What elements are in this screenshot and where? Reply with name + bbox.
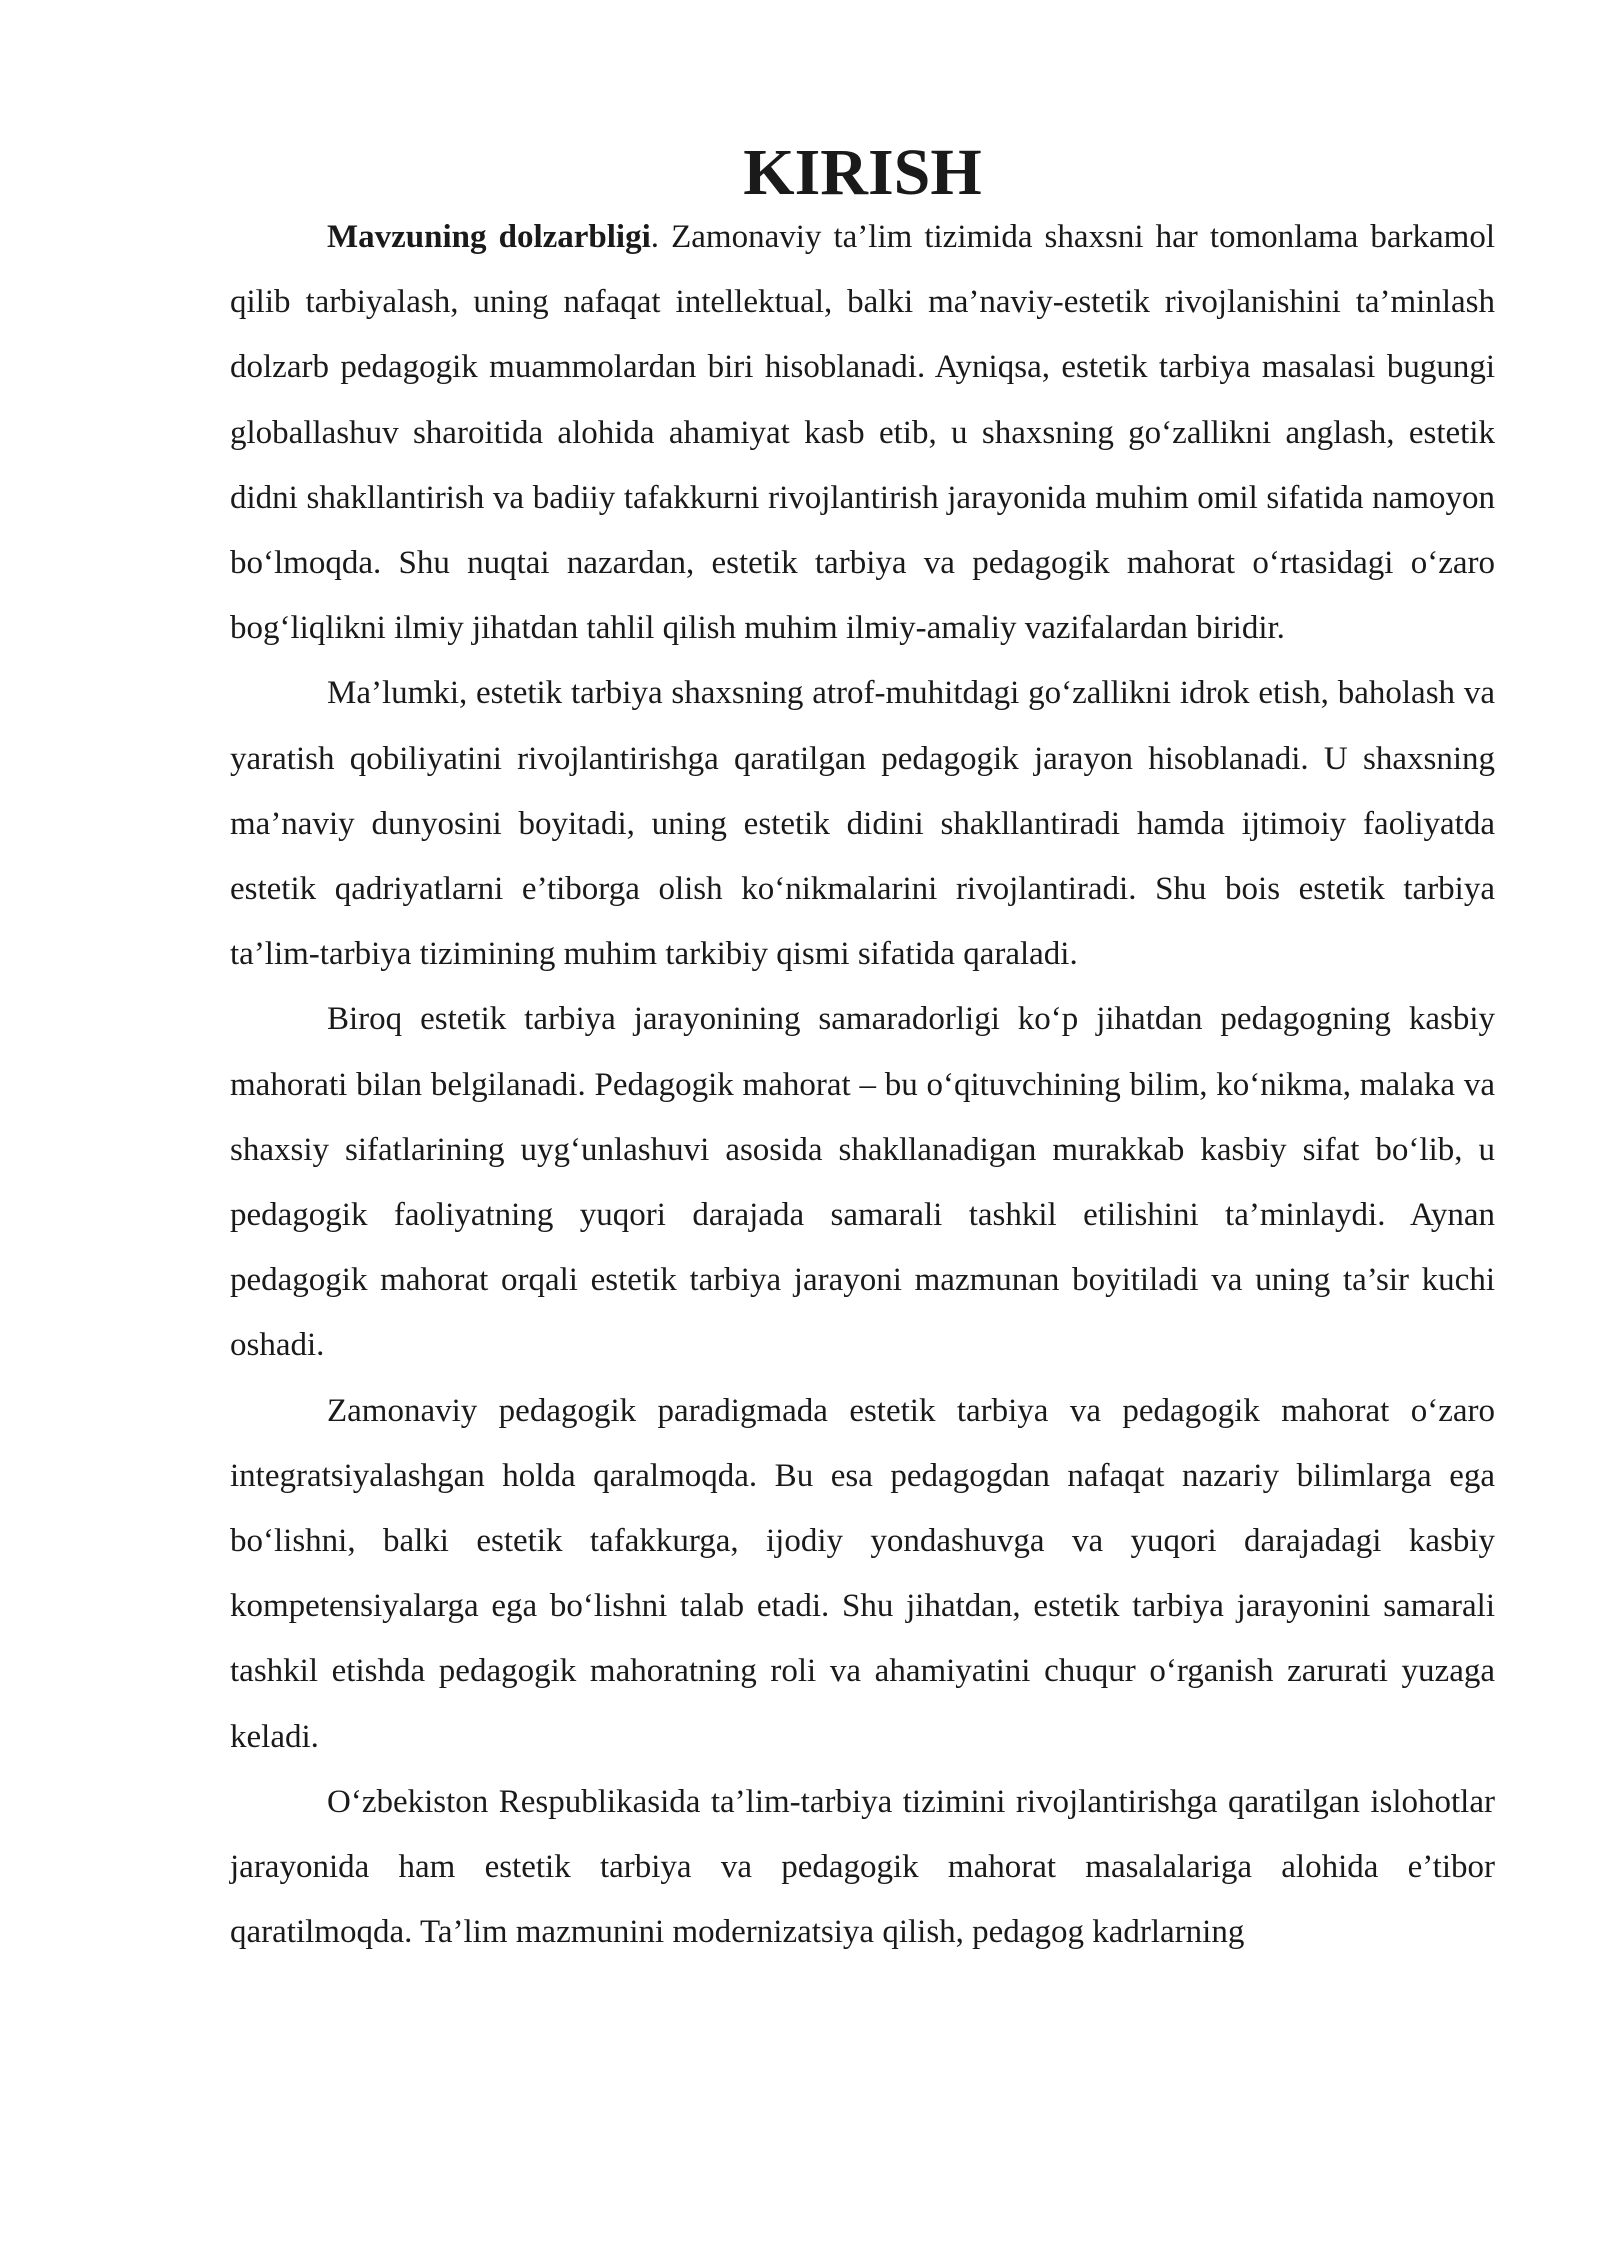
- paragraph-text: Ma’lumki, estetik tarbiya shaxsning atrof-muhitdagi go‘zallikni idrok etish, baholash va yaratish qobiliyatini rivojlantirishga qaratilgan pedagogik jarayon hisoblanadi. U shaxsning ma’naviy dunyosini boyitadi, uning estetik didini shakllantiradi hamda ijtimoiy faoliyatda estetik qadriyatlarni e’tiborga olish ko‘nikmalarini rivojlantiradi. Shu bois estetik tarbiya ta’lim-tarbiya tizimining muhim tarkibiy qismi sifatida qaraladi.: [230, 675, 1495, 973]
- paragraph-aesthetic-education: [230, 661, 1495, 987]
- paragraph-pedagogical-skill: [230, 987, 1495, 1378]
- paragraph-lead: Mavzuning dolzarbligi: [327, 219, 651, 255]
- paragraph-text: . Zamonaviy ta’lim tizimida shaxsni har tomonlama barkamol qilib tarbiyalash, uning nafaqat intellektual, balki ma’naviy-estetik rivojlanishini ta’minlash dolzarb pedagogik muammolardan biri hisoblanadi. Ayniqsa, estetik tarbiya masalasi bugungi globallashuv sharoitida alohida ahamiyat kasb etib, u shaxsning go‘zallikni anglash, estetik didni shakllantirish va badiiy tafakkurni rivojlantirish jarayonida muhim omil sifatida namoyon bo‘lmoqda. Shu nuqtai nazardan, estetik tarbiya va pedagogik mahorat o‘rtasidagi o‘zaro bog‘liqlikni ilmiy jihatdan tahlil qilish muhim ilmiy-amaliy vazifalardan biridir.: [230, 219, 1495, 647]
- paragraph-relevance: [230, 205, 1495, 661]
- page-title: KIRISH: [743, 136, 982, 209]
- paragraph-modern-paradigm: [230, 1379, 1495, 1770]
- paragraph-uzbekistan-reforms: [230, 1770, 1495, 1966]
- paragraph-text: Zamonaviy pedagogik paradigmada estetik tarbiya va pedagogik mahorat o‘zaro integratsiyalashgan holda qaralmoqda. Bu esa pedagogdan nafaqat nazariy bilimlarga ega bo‘lishni, balki estetik tafakkurga, ijodiy yondashuvga va yuqori darajadagi kasbiy kompetensiyalarga ega bo‘lishni talab etadi. Shu jihatdan, estetik tarbiya jarayonini samarali tashkil etishda pedagogik mahoratning roli va ahamiyatini chuqur o‘rganish zarurati yuzaga keladi.: [230, 1392, 1495, 1755]
- paragraph-text: Biroq estetik tarbiya jarayonining samaradorligi ko‘p jihatdan pedagogning kasbiy mahorati bilan belgilanadi. Pedagogik mahorat – bu o‘qituvchining bilim, ko‘nikma, malaka va shaxsiy sifatlarining uyg‘unlashuvi asosida shakllanadigan murakkab kasbiy sifat bo‘lib, u pedagogik faoliyatning yuqori darajada samarali tashkil etilishini ta’minlaydi. Aynan pedagogik mahorat orqali estetik tarbiya jarayoni mazmunan boyitiladi va uning ta’sir kuchi oshadi.: [230, 1001, 1495, 1364]
- document-page: [230, 136, 1495, 1965]
- paragraph-text: O‘zbekiston Respublikasida ta’lim-tarbiya tizimini rivojlantirishga qaratilgan islohotlar jarayonida ham estetik tarbiya va pedagogik mahorat masalalariga alohida e’tibor qaratilmoqda. Ta’lim mazmunini modernizatsiya qilish, pedagog kadrlarning: [230, 1783, 1495, 1951]
